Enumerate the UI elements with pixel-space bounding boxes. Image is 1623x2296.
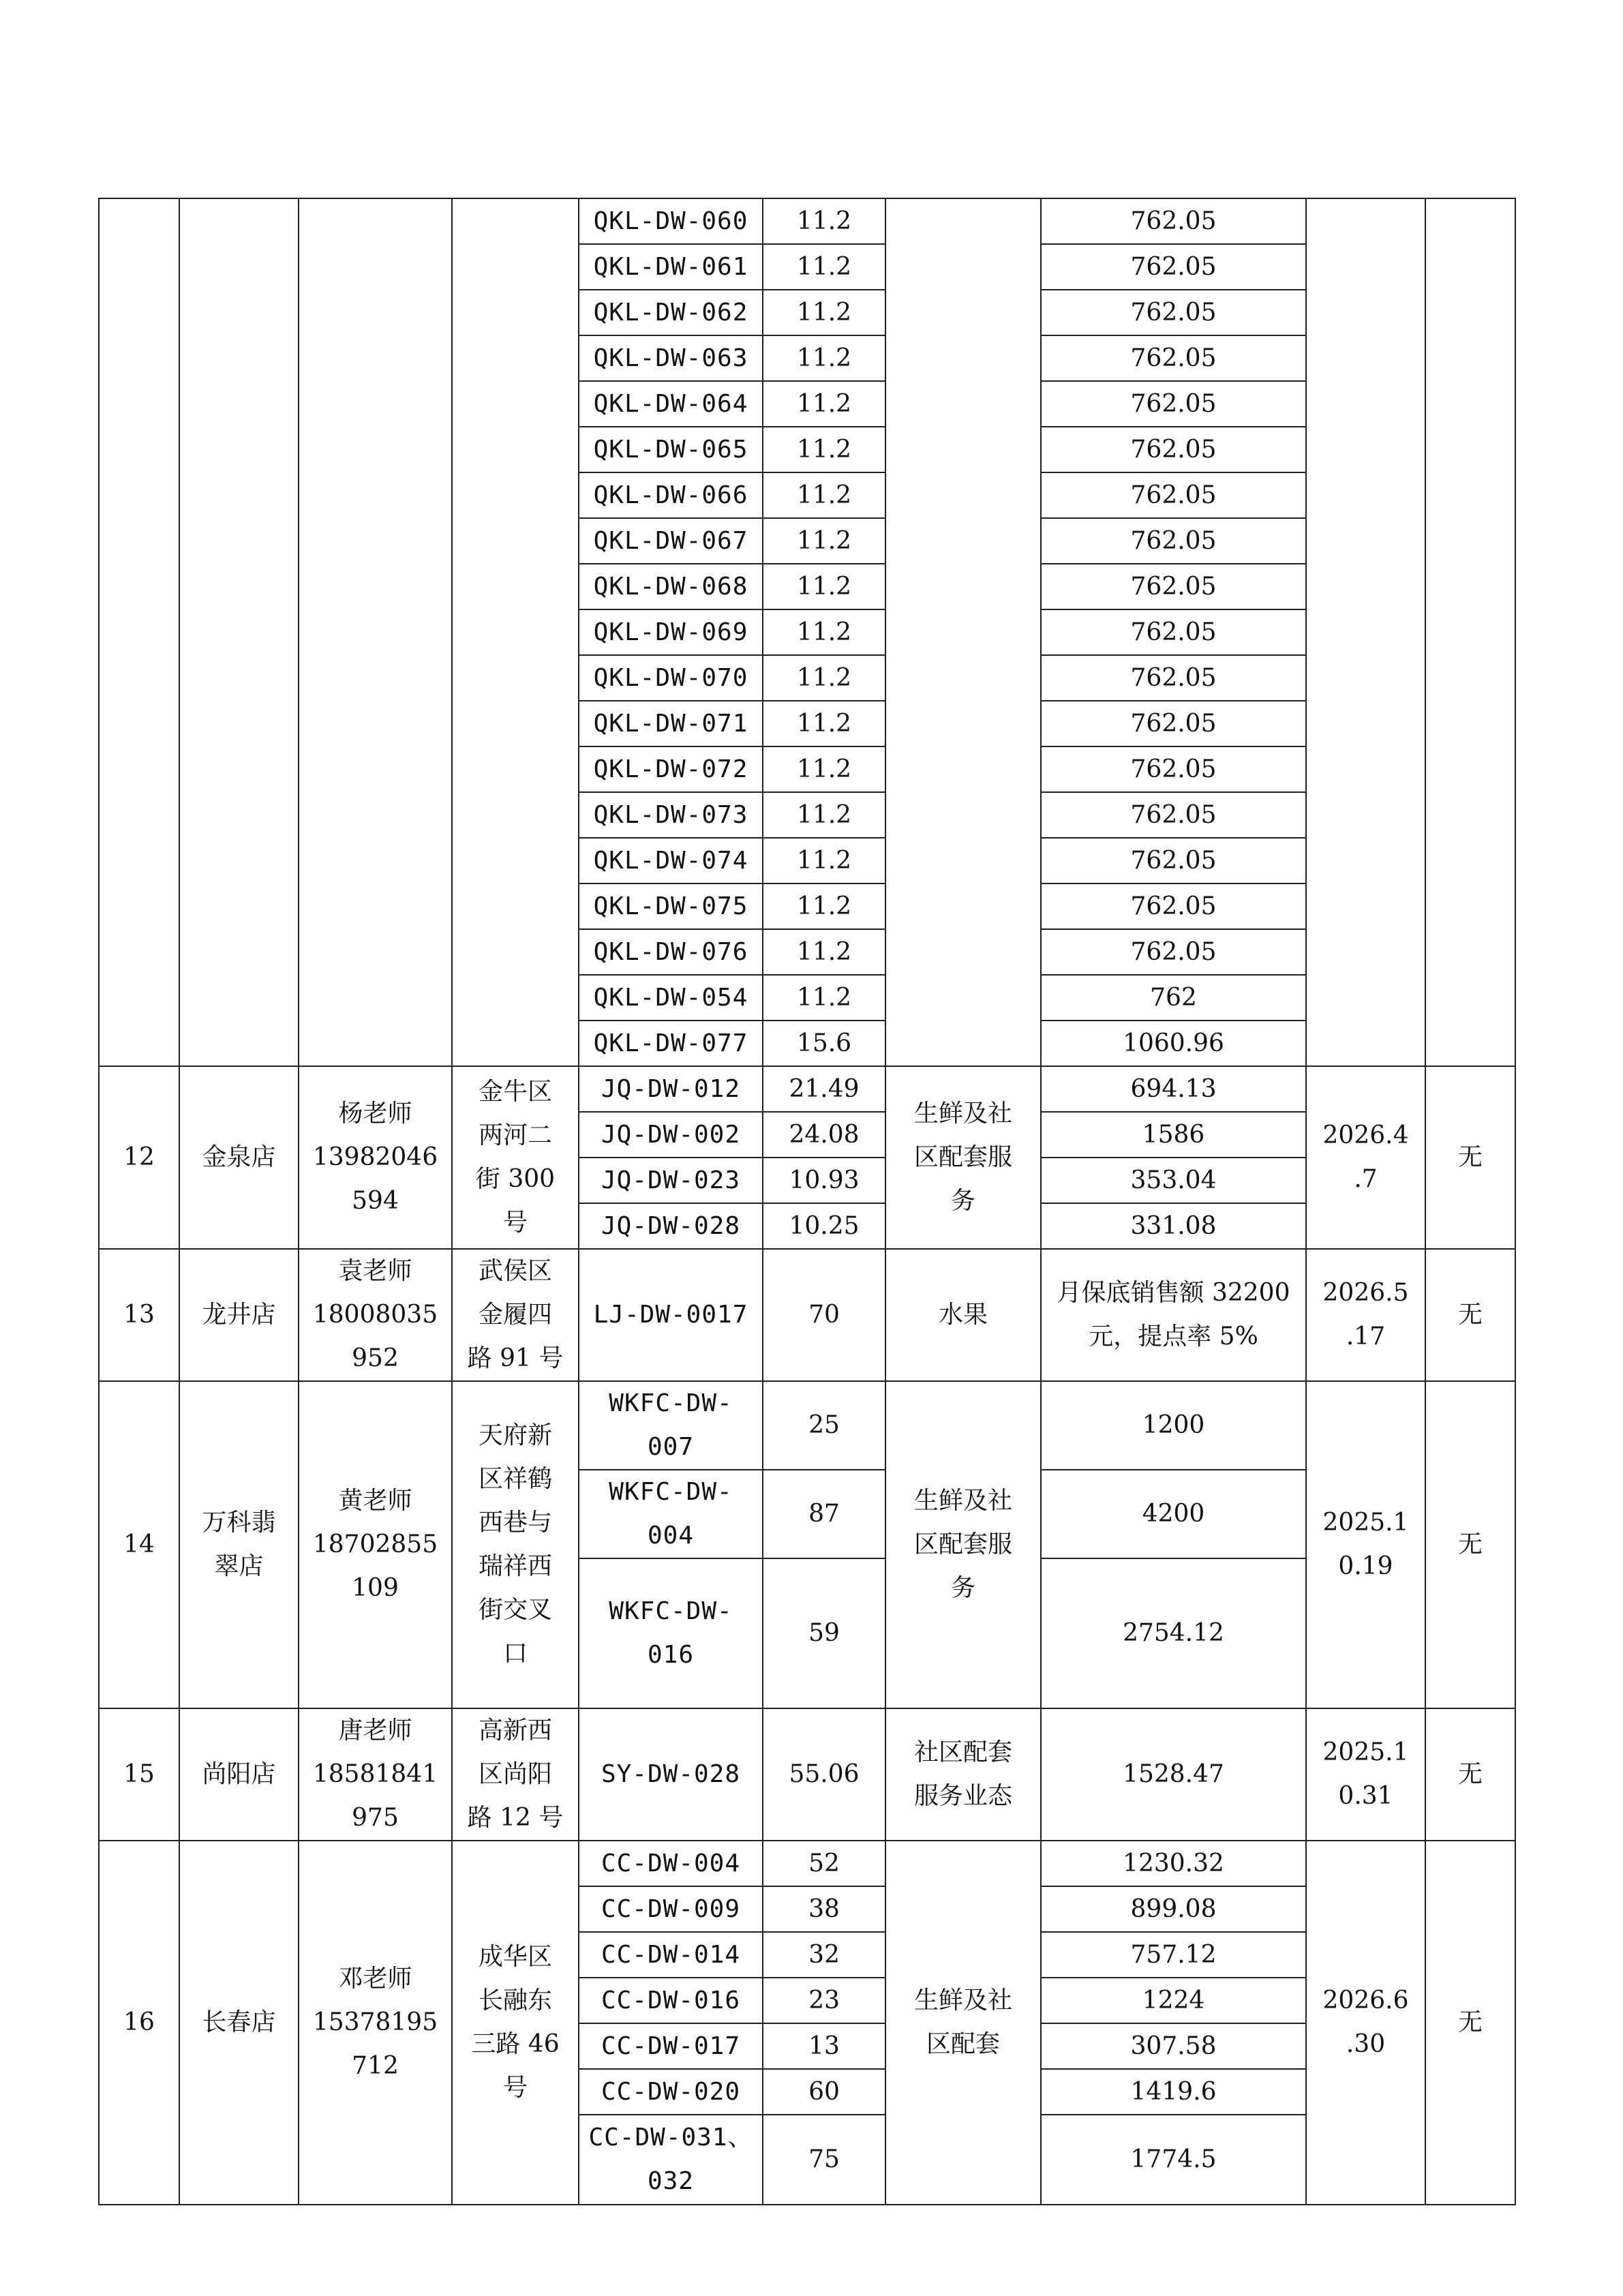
unit-code-cell: LJ-DW-0017 (579, 1249, 763, 1381)
area-cell: 11.2 (763, 792, 885, 838)
lease-table-body (99, 198, 1515, 2205)
address-cell: 金牛区 两河二 街 300 号 (452, 1066, 579, 1249)
area-cell: 10.93 (763, 1158, 885, 1203)
store-cell: 万科翡 翠店 (179, 1381, 299, 1708)
unit-code-cell: QKL-DW-076 (579, 929, 763, 975)
contact-cell: 唐老师 18581841 975 (299, 1708, 452, 1841)
area-cell: 13 (763, 2023, 885, 2069)
contact-cell: 袁老师 18008035 952 (299, 1249, 452, 1381)
unit-code-cell: CC-DW-004 (579, 1841, 763, 1886)
store-cell (179, 198, 299, 1066)
unit-code-cell: QKL-DW-061 (579, 244, 763, 290)
rent-cell: 762.05 (1041, 518, 1306, 564)
area-cell: 11.2 (763, 883, 885, 929)
rent-cell: 762.05 (1041, 609, 1306, 655)
remark-cell (1425, 198, 1515, 1066)
table-row (99, 198, 1515, 244)
rent-cell: 762.05 (1041, 198, 1306, 244)
date-cell: 2026.4 .7 (1306, 1066, 1425, 1249)
rent-cell: 1200 (1041, 1381, 1306, 1470)
contact-cell: 杨老师 13982046 594 (299, 1066, 452, 1249)
remark-cell: 无 (1425, 1708, 1515, 1841)
unit-code-cell: QKL-DW-060 (579, 198, 763, 244)
address-cell (452, 198, 579, 1066)
area-cell: 38 (763, 1886, 885, 1932)
rent-cell: 762.05 (1041, 244, 1306, 290)
no-cell (99, 198, 179, 1066)
contact-cell: 邓老师 15378195 712 (299, 1841, 452, 2205)
unit-code-cell: QKL-DW-062 (579, 290, 763, 335)
area-cell: 11.2 (763, 244, 885, 290)
contact-cell (299, 198, 452, 1066)
unit-code-cell: SY-DW-028 (579, 1708, 763, 1841)
area-cell: 23 (763, 1978, 885, 2023)
store-cell: 尚阳店 (179, 1708, 299, 1841)
lease-table (98, 198, 1516, 2205)
area-cell: 10.25 (763, 1203, 885, 1249)
rent-cell: 762.05 (1041, 746, 1306, 792)
address-cell: 成华区 长融东 三路 46 号 (452, 1841, 579, 2205)
unit-code-cell: QKL-DW-069 (579, 609, 763, 655)
rent-cell: 899.08 (1041, 1886, 1306, 1932)
unit-code-cell: CC-DW-020 (579, 2069, 763, 2115)
unit-code-cell: QKL-DW-077 (579, 1021, 763, 1066)
unit-code-cell: JQ-DW-012 (579, 1066, 763, 1112)
rent-cell: 1419.6 (1041, 2069, 1306, 2115)
no-cell: 16 (99, 1841, 179, 2205)
area-cell: 11.2 (763, 381, 885, 427)
table-row (99, 1841, 1515, 1886)
use-cell (885, 198, 1041, 1066)
rent-cell: 1230.32 (1041, 1841, 1306, 1886)
date-cell: 2025.1 0.31 (1306, 1708, 1425, 1841)
remark-cell: 无 (1425, 1249, 1515, 1381)
rent-cell: 1774.5 (1041, 2115, 1306, 2205)
area-cell: 25 (763, 1381, 885, 1470)
area-cell: 11.2 (763, 518, 885, 564)
area-cell: 55.06 (763, 1708, 885, 1841)
area-cell: 11.2 (763, 701, 885, 746)
unit-code-cell: JQ-DW-023 (579, 1158, 763, 1203)
remark-cell: 无 (1425, 1841, 1515, 2205)
unit-code-cell: QKL-DW-063 (579, 335, 763, 381)
rent-cell: 762.05 (1041, 290, 1306, 335)
table-row (99, 1708, 1515, 1841)
address-cell: 武侯区 金履四 路 91 号 (452, 1249, 579, 1381)
date-cell: 2026.5 .17 (1306, 1249, 1425, 1381)
area-cell: 59 (763, 1558, 885, 1708)
rent-cell: 757.12 (1041, 1932, 1306, 1978)
unit-code-cell: CC-DW-014 (579, 1932, 763, 1978)
rent-cell: 762.05 (1041, 838, 1306, 883)
rent-cell: 1528.47 (1041, 1708, 1306, 1841)
area-cell: 11.2 (763, 335, 885, 381)
unit-code-cell: JQ-DW-028 (579, 1203, 763, 1249)
table-row (99, 1249, 1515, 1381)
unit-code-cell: QKL-DW-054 (579, 975, 763, 1021)
unit-code-cell: QKL-DW-075 (579, 883, 763, 929)
rent-cell: 762.05 (1041, 929, 1306, 975)
rent-cell: 1060.96 (1041, 1021, 1306, 1066)
area-cell: 11.2 (763, 472, 885, 518)
unit-code-cell: QKL-DW-067 (579, 518, 763, 564)
unit-code-cell: WKFC-DW-004 (579, 1470, 763, 1558)
contact-cell: 黄老师 18702855 109 (299, 1381, 452, 1708)
area-cell: 11.2 (763, 198, 885, 244)
area-cell: 11.2 (763, 929, 885, 975)
unit-code-cell: CC-DW-017 (579, 2023, 763, 2069)
store-cell: 龙井店 (179, 1249, 299, 1381)
rent-cell: 762.05 (1041, 427, 1306, 472)
unit-code-cell: CC-DW-031、 032 (579, 2115, 763, 2205)
unit-code-cell: QKL-DW-073 (579, 792, 763, 838)
rent-cell: 762.05 (1041, 701, 1306, 746)
area-cell: 70 (763, 1249, 885, 1381)
rent-cell: 762.05 (1041, 564, 1306, 609)
rent-cell: 1224 (1041, 1978, 1306, 2023)
unit-code-cell: CC-DW-009 (579, 1886, 763, 1932)
area-cell: 21.49 (763, 1066, 885, 1112)
unit-code-cell: QKL-DW-068 (579, 564, 763, 609)
rent-cell: 762.05 (1041, 792, 1306, 838)
area-cell: 11.2 (763, 564, 885, 609)
area-cell: 15.6 (763, 1021, 885, 1066)
rent-cell: 1586 (1041, 1112, 1306, 1158)
rent-cell: 762.05 (1041, 335, 1306, 381)
area-cell: 52 (763, 1841, 885, 1886)
unit-code-cell: QKL-DW-070 (579, 655, 763, 701)
use-cell: 生鲜及社 区配套 (885, 1841, 1041, 2205)
rent-cell: 762.05 (1041, 472, 1306, 518)
rent-cell: 762 (1041, 975, 1306, 1021)
table-row (99, 1066, 1515, 1112)
rent-cell: 307.58 (1041, 2023, 1306, 2069)
rent-cell: 694.13 (1041, 1066, 1306, 1112)
unit-code-cell: CC-DW-016 (579, 1978, 763, 2023)
rent-cell: 331.08 (1041, 1203, 1306, 1249)
area-cell: 11.2 (763, 746, 885, 792)
unit-code-cell: JQ-DW-002 (579, 1112, 763, 1158)
address-cell: 天府新 区祥鹤 西巷与 瑞祥西 街交叉 口 (452, 1381, 579, 1708)
remark-cell: 无 (1425, 1381, 1515, 1708)
table-row (99, 1381, 1515, 1470)
rent-cell: 4200 (1041, 1470, 1306, 1558)
area-cell: 24.08 (763, 1112, 885, 1158)
address-cell: 高新西 区尚阳 路 12 号 (452, 1708, 579, 1841)
unit-code-cell: QKL-DW-066 (579, 472, 763, 518)
no-cell: 13 (99, 1249, 179, 1381)
area-cell: 60 (763, 2069, 885, 2115)
unit-code-cell: WKFC-DW-016 (579, 1558, 763, 1708)
use-cell: 生鲜及社 区配套服 务 (885, 1066, 1041, 1249)
rent-cell: 353.04 (1041, 1158, 1306, 1203)
unit-code-cell: QKL-DW-064 (579, 381, 763, 427)
unit-code-cell: QKL-DW-065 (579, 427, 763, 472)
unit-code-cell: QKL-DW-074 (579, 838, 763, 883)
unit-code-cell: QKL-DW-071 (579, 701, 763, 746)
date-cell: 2026.6 .30 (1306, 1841, 1425, 2205)
rent-cell: 2754.12 (1041, 1558, 1306, 1708)
area-cell: 11.2 (763, 975, 885, 1021)
unit-code-cell: WKFC-DW-007 (579, 1381, 763, 1470)
store-cell: 金泉店 (179, 1066, 299, 1249)
area-cell: 87 (763, 1470, 885, 1558)
rent-cell: 762.05 (1041, 655, 1306, 701)
date-cell (1306, 198, 1425, 1066)
area-cell: 11.2 (763, 838, 885, 883)
remark-cell: 无 (1425, 1066, 1515, 1249)
area-cell: 11.2 (763, 655, 885, 701)
no-cell: 12 (99, 1066, 179, 1249)
area-cell: 11.2 (763, 609, 885, 655)
rent-cell: 762.05 (1041, 381, 1306, 427)
use-cell: 水果 (885, 1249, 1041, 1381)
area-cell: 11.2 (763, 290, 885, 335)
no-cell: 14 (99, 1381, 179, 1708)
rent-cell: 762.05 (1041, 883, 1306, 929)
use-cell: 生鲜及社 区配套服 务 (885, 1381, 1041, 1708)
use-cell: 社区配套 服务业态 (885, 1708, 1041, 1841)
no-cell: 15 (99, 1708, 179, 1841)
area-cell: 32 (763, 1932, 885, 1978)
area-cell: 75 (763, 2115, 885, 2205)
store-cell: 长春店 (179, 1841, 299, 2205)
unit-code-cell: QKL-DW-072 (579, 746, 763, 792)
date-cell: 2025.1 0.19 (1306, 1381, 1425, 1708)
area-cell: 11.2 (763, 427, 885, 472)
rent-cell: 月保底销售额 32200 元，提点率 5% (1041, 1249, 1306, 1381)
